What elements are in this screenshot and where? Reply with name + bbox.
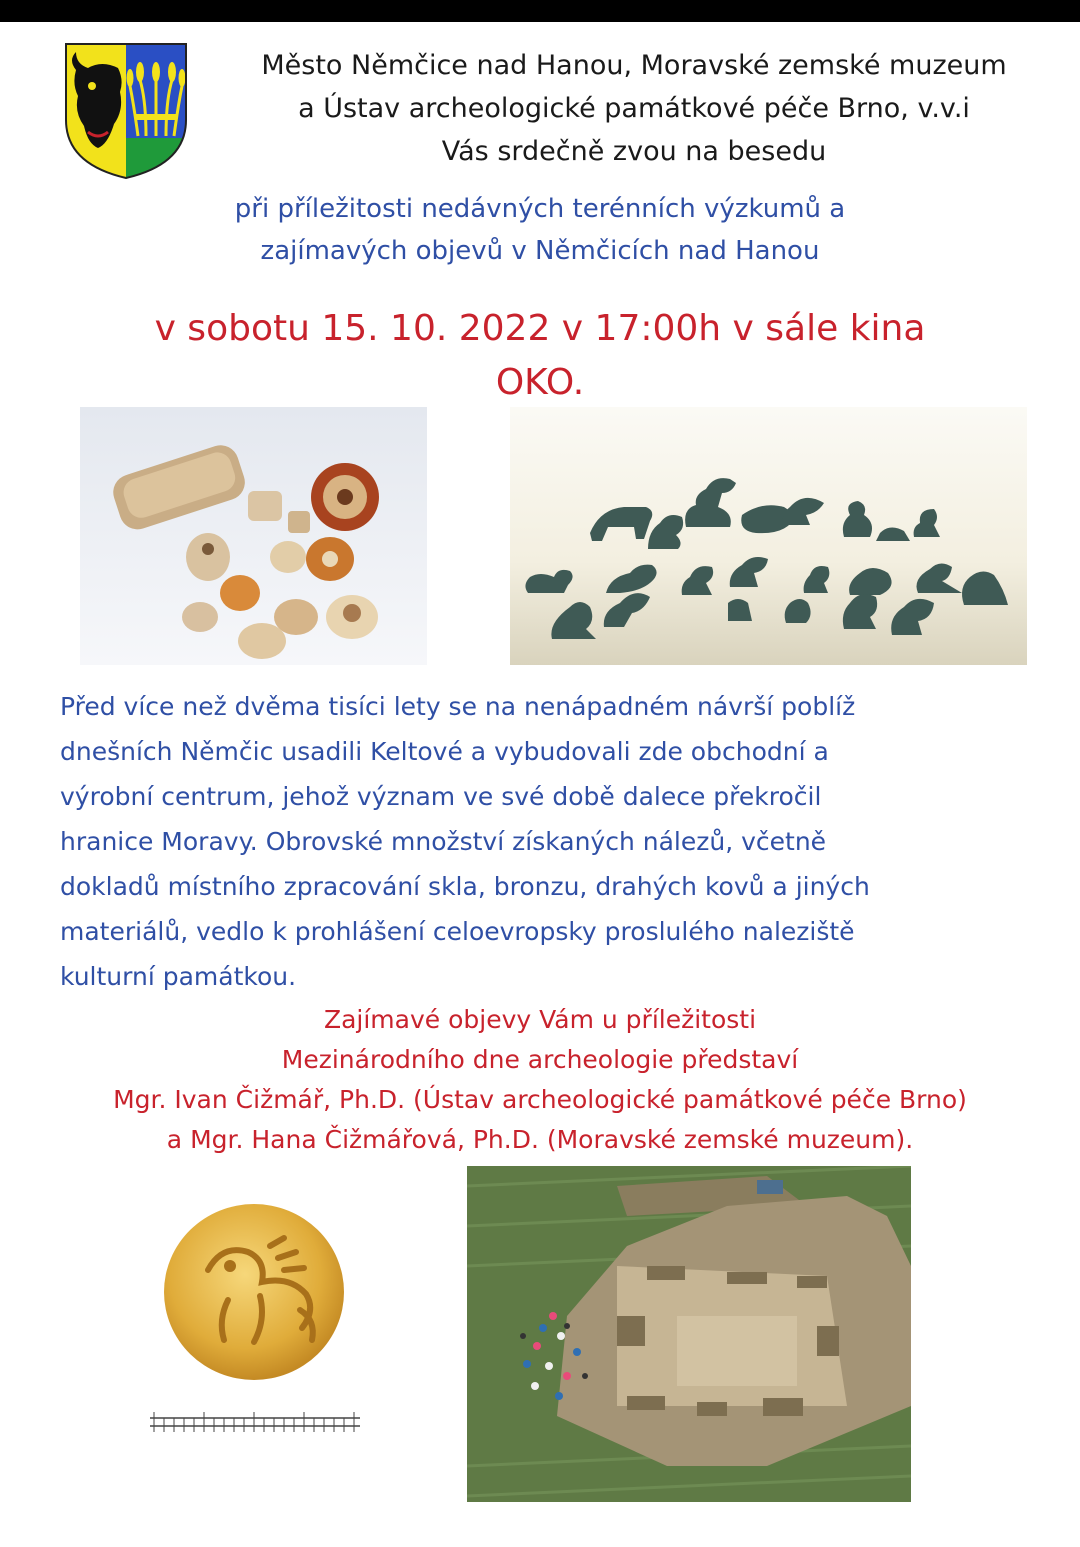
history-description (60, 684, 1060, 999)
celtic-gold-coin-photo (150, 1200, 365, 1440)
speakers-announcement (0, 1000, 1080, 1160)
occasion-line: zajímavých objevů v Němčicích nad Hanou (260, 236, 820, 266)
header-line: Vás srdečně zvou na besedu (441, 136, 827, 167)
glass-beads-photo (80, 407, 427, 665)
description-line: výrobní centrum, jehož význam ve své době dalece překročil (60, 782, 822, 811)
event-venue-line: OKO. (495, 362, 585, 403)
speakers-line: Mezinárodního dne archeologie představí (281, 1045, 799, 1074)
bronze-birds-photo (510, 407, 1027, 665)
description-line: dokladů místního zpracování skla, bronzu, drahých kovů a jiných (60, 872, 870, 901)
occasion-line: při příležitosti nedávných terénních výzkumů a (234, 194, 846, 224)
aerial-excavation-photo (467, 1166, 911, 1502)
description-line: Před více než dvěma tisíci lety se na nenápadném návrší poblíž (60, 692, 856, 721)
speakers-line: Zajímavé objevy Vám u příležitosti (323, 1005, 757, 1034)
occasion-text (60, 188, 1020, 272)
description-line: materiálů, vedlo k prohlášení celoevropsky proslulého naleziště (60, 917, 855, 946)
event-date-line: v sobotu 15. 10. 2022 v 17:00h v sále kina (154, 308, 926, 349)
header-line: a Ústav archeologické památkové péče Brno, v.v.i (298, 93, 970, 124)
description-line: hranice Moravy. Obrovské množství získaných nálezů, včetně (60, 827, 827, 856)
description-line: kulturní památkou. (60, 962, 297, 991)
town-coat-of-arms (62, 40, 190, 180)
speakers-line: Mgr. Ivan Čižmář, Ph.D. (Ústav archeologické památkové péče Brno) (113, 1085, 967, 1114)
description-line: dnešních Němčic usadili Keltové a vybudovali zde obchodní a (60, 737, 829, 766)
top-status-bar (0, 0, 1080, 22)
organizers-invitation (200, 44, 1068, 173)
speakers-line: a Mgr. Hana Čižmářová, Ph.D. (Moravské zemské muzeum). (166, 1125, 914, 1154)
header-line: Město Němčice nad Hanou, Moravské zemské muzeum (261, 50, 1007, 81)
event-date-venue (40, 302, 1040, 410)
